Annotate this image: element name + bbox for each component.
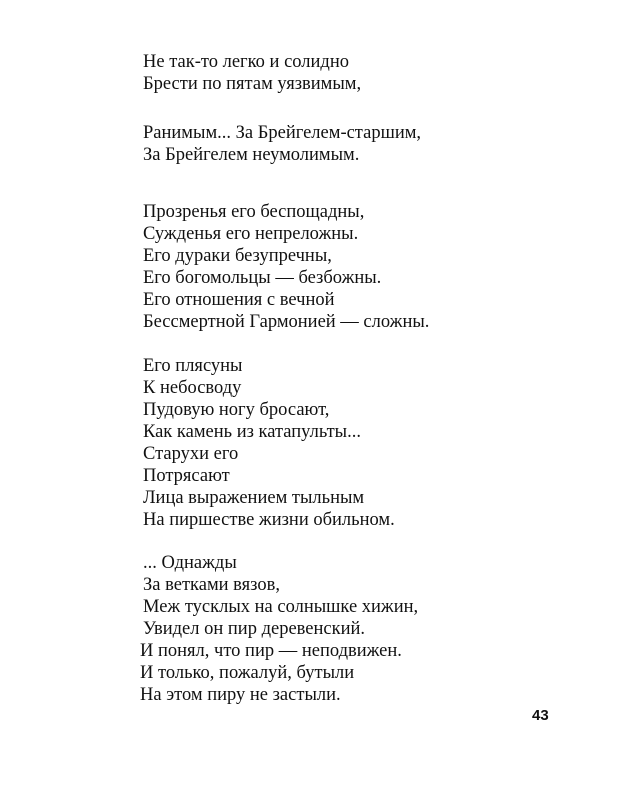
stanza	[140, 552, 419, 706]
poem-line: Сужденья его непреложны.	[143, 224, 359, 244]
poem-line: Его плясуны	[143, 356, 243, 376]
poem-line: Пудовую ногу бросают,	[143, 400, 330, 420]
stanza	[143, 51, 361, 95]
poem-line: Не так-то легко и солидно	[143, 52, 349, 72]
poem-line: Его богомольцы — безбожны.	[143, 268, 382, 288]
poem-line: К небосводу	[143, 378, 242, 398]
poem-line: Увидел он пир деревенский.	[143, 619, 366, 639]
poem-line: Его дураки безупречны,	[143, 246, 332, 266]
poem-line: На пиршестве жизни обильном.	[143, 510, 395, 530]
page-number: 43	[532, 707, 549, 724]
poem-line: Старухи его	[143, 444, 239, 464]
poem-line: И понял, что пир — неподвижен.	[140, 641, 402, 661]
poem-line: Потрясают	[143, 466, 230, 486]
poem-line: За ветками вязов,	[143, 575, 280, 595]
poem-line: Его отношения с вечной	[143, 290, 335, 310]
poem-line: Как камень из катапульты...	[143, 422, 361, 442]
stanza	[143, 122, 421, 166]
poem-line: Бессмертной Гармонией — сложны.	[143, 312, 430, 332]
poem-line: Ранимым... За Брейгелем-старшим,	[143, 123, 422, 143]
poem-line: ... Однажды	[143, 553, 237, 573]
poem-line: За Брейгелем неумолимым.	[143, 145, 360, 165]
stanza	[143, 201, 429, 333]
poem-line: На этом пиру не застыли.	[140, 685, 341, 705]
poem-line: Меж тусклых на солнышке хижин,	[143, 597, 419, 617]
poem-line: Прозренья его беспощадны,	[143, 202, 365, 222]
poem-line: Лица выражением тыльным	[143, 488, 365, 508]
poem-line: Брести по пятам уязвимым,	[143, 74, 362, 94]
poem-line: И только, пожалуй, бутыли	[140, 663, 355, 683]
stanza	[143, 355, 395, 531]
